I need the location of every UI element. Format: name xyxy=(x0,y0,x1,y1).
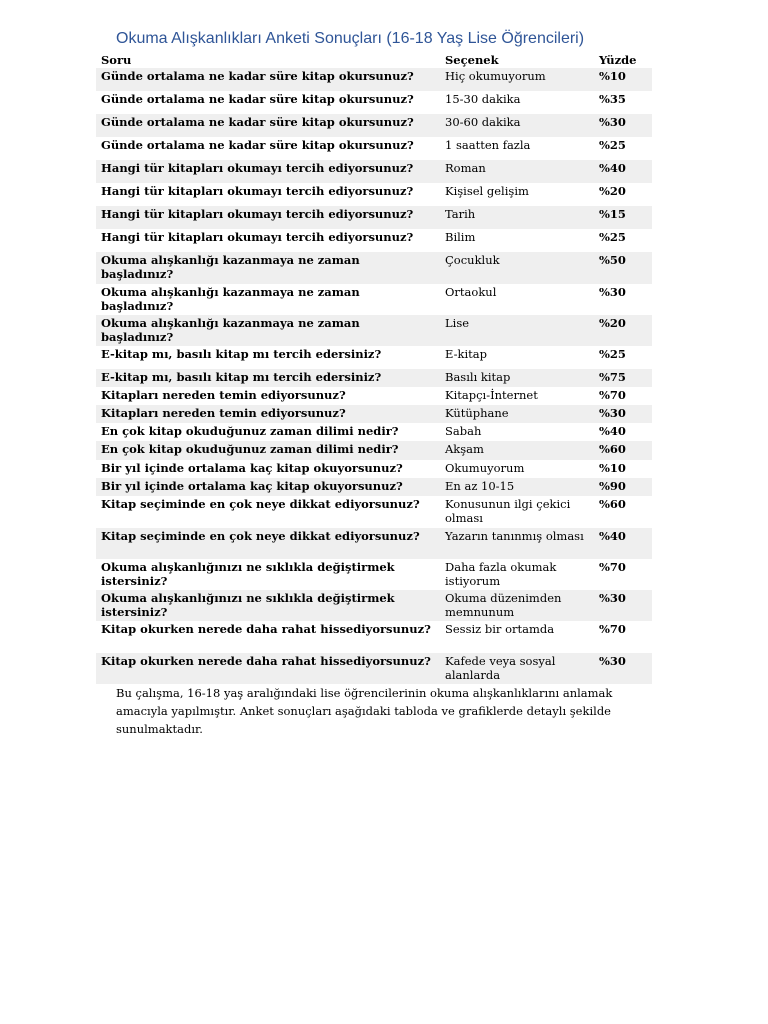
percent-cell: %20 xyxy=(599,184,626,198)
question-cell: Günde ortalama ne kadar süre kitap okursunuz? xyxy=(101,138,414,152)
question-cell: Hangi tür kitapları okumayı tercih ediyorsunuz? xyxy=(101,161,414,175)
percent-cell: %30 xyxy=(599,654,626,668)
option-cell: Konusunun ilgi çekici olması xyxy=(445,497,571,525)
percent-cell: %70 xyxy=(599,622,626,636)
option-cell: Basılı kitap xyxy=(445,370,511,384)
question-cell: Kitap okurken nerede daha rahat hissediyorsunuz? xyxy=(101,654,431,668)
table-row xyxy=(96,559,652,590)
percent-cell: %40 xyxy=(599,424,626,438)
table-row xyxy=(96,423,652,441)
table-row xyxy=(96,183,652,206)
header-question: Soru xyxy=(101,53,132,67)
option-cell: E-kitap xyxy=(445,347,487,361)
question-cell: Bir yıl içinde ortalama kaç kitap okuyorsunuz? xyxy=(101,461,403,475)
option-cell: Okuma düzenimden memnunum xyxy=(445,591,562,619)
option-cell: 1 saatten fazla xyxy=(445,138,531,152)
option-cell: Daha fazla okumak istiyorum xyxy=(445,560,557,588)
question-cell: Kitap seçiminde en çok neye dikkat ediyorsunuz? xyxy=(101,497,420,511)
table-row xyxy=(96,346,652,369)
percent-cell: %20 xyxy=(599,316,626,330)
option-cell: En az 10-15 xyxy=(445,479,515,493)
percent-cell: %30 xyxy=(599,285,626,299)
table-row xyxy=(96,315,652,346)
question-cell: Hangi tür kitapları okumayı tercih ediyorsunuz? xyxy=(101,184,414,198)
percent-cell: %90 xyxy=(599,479,626,493)
question-cell: E-kitap mı, basılı kitap mı tercih edersiniz? xyxy=(101,347,382,361)
table-row xyxy=(96,621,652,653)
question-cell: Okuma alışkanlığınızı ne sıklıkla değiştirmek istersiniz? xyxy=(101,560,395,588)
table-row xyxy=(96,405,652,423)
percent-cell: %40 xyxy=(599,161,626,175)
table-row xyxy=(96,369,652,387)
question-cell: En çok kitap okuduğunuz zaman dilimi nedir? xyxy=(101,424,399,438)
table-row xyxy=(96,137,652,160)
question-cell: Günde ortalama ne kadar süre kitap okursunuz? xyxy=(101,69,414,83)
percent-cell: %30 xyxy=(599,115,626,129)
table-row xyxy=(96,478,652,496)
table-row xyxy=(96,387,652,405)
option-cell: Kafede veya sosyal alanlarda xyxy=(445,654,556,682)
option-cell: Çocukluk xyxy=(445,253,500,267)
table-row xyxy=(96,229,652,252)
percent-cell: %15 xyxy=(599,207,626,221)
question-cell: Bir yıl içinde ortalama kaç kitap okuyorsunuz? xyxy=(101,479,403,493)
question-cell: Kitap okurken nerede daha rahat hissediyorsunuz? xyxy=(101,622,431,636)
question-cell: E-kitap mı, basılı kitap mı tercih edersiniz? xyxy=(101,370,382,384)
percent-cell: %30 xyxy=(599,406,626,420)
table-row xyxy=(96,160,652,183)
option-cell: Kitapçı-İnternet xyxy=(445,388,538,402)
question-cell: Günde ortalama ne kadar süre kitap okursunuz? xyxy=(101,115,414,129)
percent-cell: %10 xyxy=(599,461,626,475)
table-header-row xyxy=(96,52,652,68)
option-cell: Roman xyxy=(445,161,486,175)
percent-cell: %35 xyxy=(599,92,626,106)
option-cell: Kişisel gelişim xyxy=(445,184,529,198)
percent-cell: %50 xyxy=(599,253,626,267)
question-cell: Hangi tür kitapları okumayı tercih ediyorsunuz? xyxy=(101,230,414,244)
table-row xyxy=(96,528,652,559)
option-cell: Sessiz bir ortamda xyxy=(445,622,555,636)
percent-cell: %25 xyxy=(599,347,626,361)
option-cell: Lise xyxy=(445,316,470,330)
table-row xyxy=(96,68,652,91)
percent-cell: %60 xyxy=(599,497,626,511)
question-cell: Okuma alışkanlığı kazanmaya ne zaman başladınız? xyxy=(101,285,360,313)
table-row xyxy=(96,91,652,114)
option-cell: Kütüphane xyxy=(445,406,509,420)
option-cell: Yazarın tanınmış olması xyxy=(445,529,584,543)
table-row xyxy=(96,590,652,621)
option-cell: Ortaokul xyxy=(445,285,497,299)
table-row xyxy=(96,206,652,229)
table-row xyxy=(96,252,652,284)
percent-cell: %10 xyxy=(599,69,626,83)
option-cell: Okumuyorum xyxy=(445,461,525,475)
percent-cell: %40 xyxy=(599,529,626,543)
question-cell: Kitap seçiminde en çok neye dikkat ediyorsunuz? xyxy=(101,529,420,543)
question-cell: En çok kitap okuduğunuz zaman dilimi nedir? xyxy=(101,442,399,456)
percent-cell: %25 xyxy=(599,230,626,244)
survey-table xyxy=(96,52,652,684)
question-cell: Okuma alışkanlığı kazanmaya ne zaman başladınız? xyxy=(101,253,360,281)
question-cell: Günde ortalama ne kadar süre kitap okursunuz? xyxy=(101,92,414,106)
option-cell: Hiç okumuyorum xyxy=(445,69,546,83)
percent-cell: %60 xyxy=(599,442,626,456)
header-option: Seçenek xyxy=(445,53,499,67)
question-cell: Hangi tür kitapları okumayı tercih ediyorsunuz? xyxy=(101,207,414,221)
page-title: Okuma Alışkanlıkları Anketi Sonuçları (16-18 Yaş Lise Öğrencileri) xyxy=(116,30,585,47)
option-cell: 15-30 dakika xyxy=(445,92,521,106)
option-cell: Akşam xyxy=(445,442,484,456)
percent-cell: %75 xyxy=(599,370,626,384)
question-cell: Kitapları nereden temin ediyorsunuz? xyxy=(101,388,346,402)
table-row xyxy=(96,441,652,460)
percent-cell: %70 xyxy=(599,388,626,402)
table-row xyxy=(96,114,652,137)
option-cell: Sabah xyxy=(445,424,482,438)
question-cell: Kitapları nereden temin ediyorsunuz? xyxy=(101,406,346,420)
option-cell: Bilim xyxy=(445,230,476,244)
percent-cell: %30 xyxy=(599,591,626,605)
table-row xyxy=(96,653,652,684)
question-cell: Okuma alışkanlığınızı ne sıklıkla değiştirmek istersiniz? xyxy=(101,591,395,619)
option-cell: Tarih xyxy=(445,207,476,221)
description-note: Bu çalışma, 16-18 yaş aralığındaki lise öğrencilerinin okuma alışkanlıklarını anlamak amacıyla yapılmıştır. Anket sonuçları aşağıdaki tabloda ve grafiklerde detaylı şekilde sunulmaktadır. xyxy=(116,686,613,736)
table-row xyxy=(96,460,652,478)
option-cell: 30-60 dakika xyxy=(445,115,521,129)
percent-cell: %70 xyxy=(599,560,626,574)
question-cell: Okuma alışkanlığı kazanmaya ne zaman başladınız? xyxy=(101,316,360,344)
header-percent: Yüzde xyxy=(599,53,637,67)
table-row xyxy=(96,496,652,528)
table-row xyxy=(96,284,652,315)
percent-cell: %25 xyxy=(599,138,626,152)
